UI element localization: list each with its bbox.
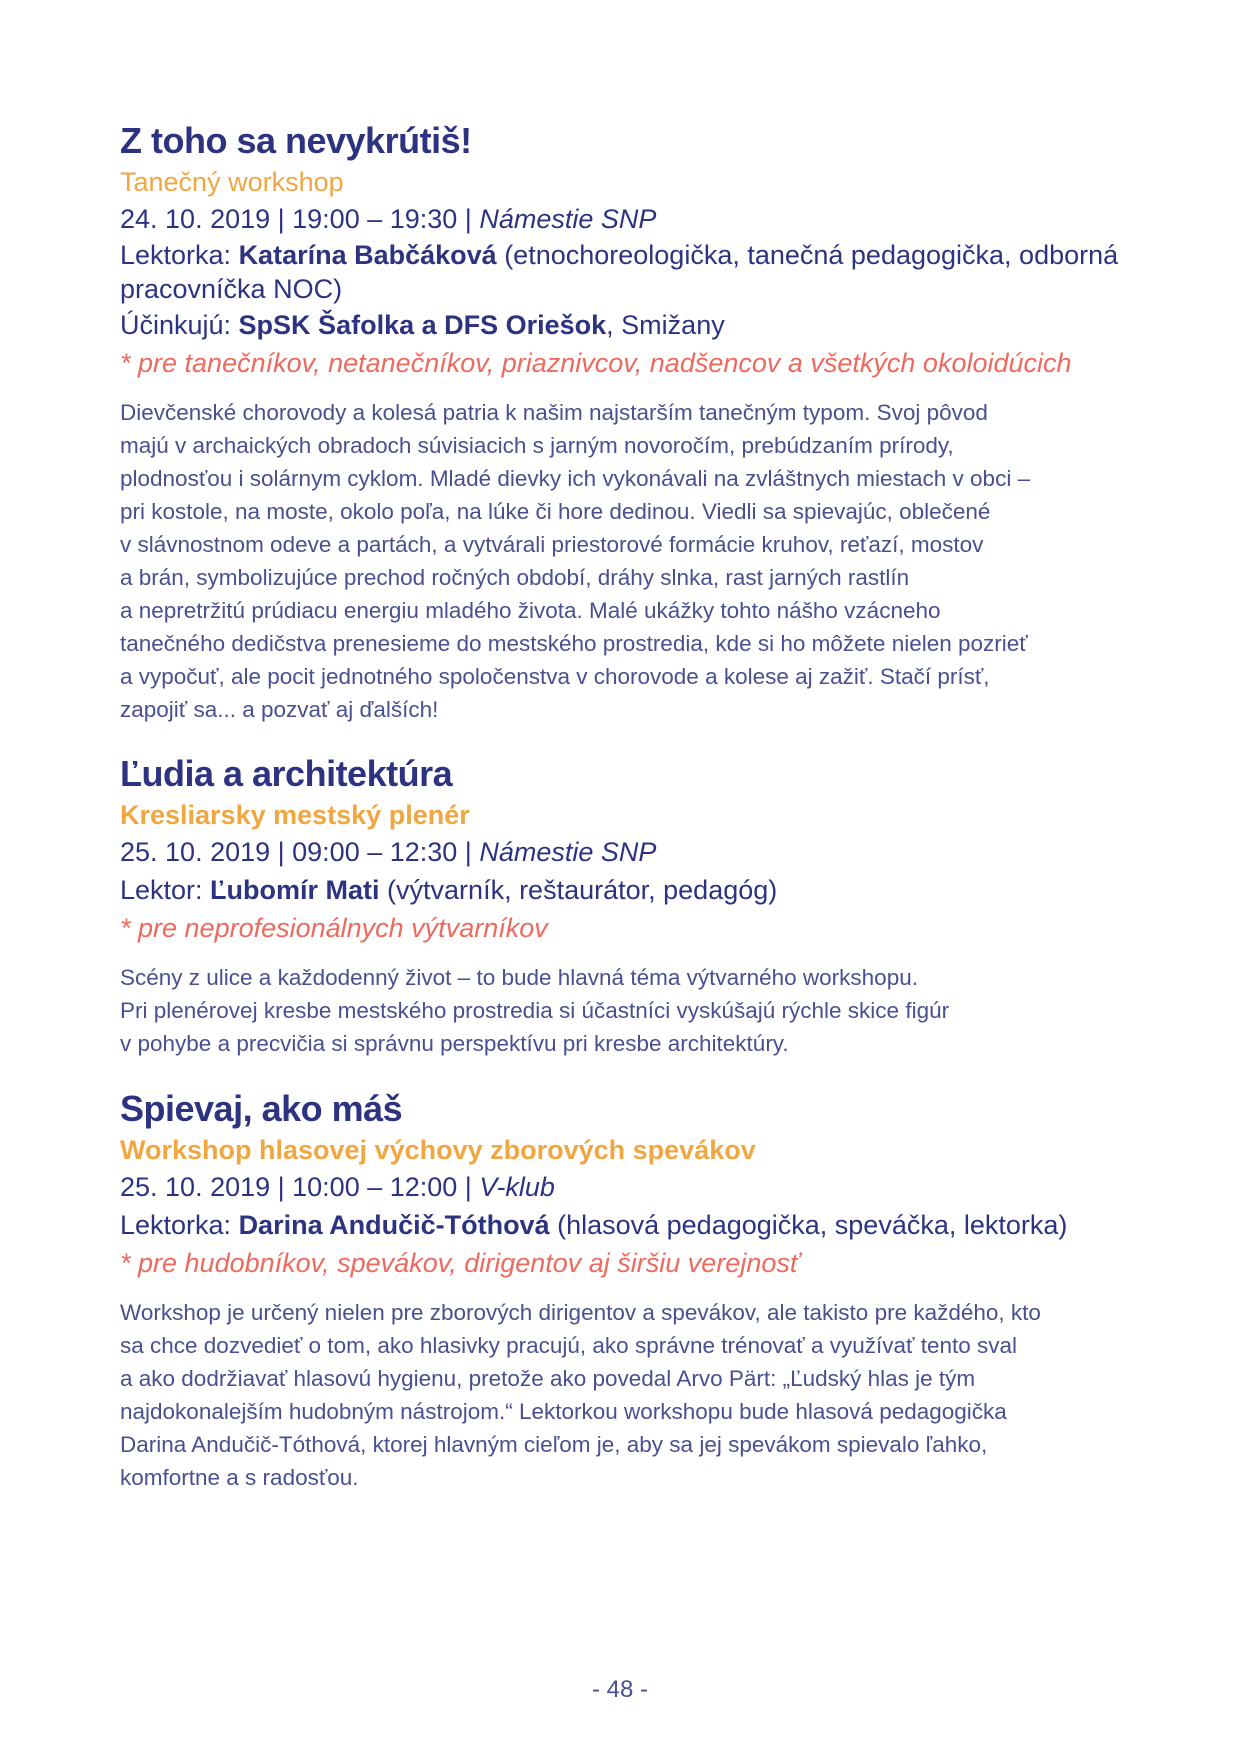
event-lecturer-line [120,871,1130,909]
lecturer-label: Lektorka: [120,1210,239,1240]
description-line: komfortne a s radosťou. [120,1465,359,1490]
lecturer-name: Ľubomír Mati [210,875,380,905]
description-line: Dievčenské chorovody a kolesá patria k našim najstarším tanečným typom. Svoj pôvod [120,400,988,425]
event-date: 25. 10. 2019 | 09:00 – 12:30 | [120,837,480,867]
event-subtitle: Workshop hlasovej výchovy zborových spevákov [120,1135,756,1165]
event-section-1 [120,118,1130,726]
description-line: a brán, symbolizujúce prechod ročných období, dráhy slnka, rast jarných rastlín [120,565,910,590]
description-line: a nepretržitú prúdiacu energiu mladého života. Malé ukážky tohto nášho vzácneho [120,598,941,623]
description-line: Scény z ulice a každodenný život – to bude hlavná téma výtvarného workshopu. [120,965,918,990]
event-description [120,961,1130,1060]
event-lecturer-line [120,1206,1130,1244]
event-subtitle: Tanečný workshop [120,167,344,197]
event-date: 25. 10. 2019 | 10:00 – 12:00 | [120,1172,480,1202]
description-line: majú v archaických obradoch súvisiacich s jarným novoročím, prebúdzaním prírody, [120,433,954,458]
description-line: tanečného dedičstva prenesieme do mestského prostredia, kde si ho môžete nielen pozrieť [120,631,1028,656]
event-place: V-klub [479,1172,555,1202]
description-line: Darina Andučič-Tóthová, ktorej hlavným cieľom je, aby sa jej spevákom spievalo ľahko, [120,1432,988,1457]
event-title: Z toho sa nevykrútiš! [120,120,472,161]
lecturer-name: Katarína Babčáková [238,240,497,270]
event-lecturer-line [120,238,1130,306]
description-line: Pri plenérovej kresbe mestského prostredia si účastníci vyskúšajú rýchle skice figúr [120,998,950,1023]
event-section-3 [120,1086,1130,1494]
description-line: zapojiť sa... a pozvať aj ďalších! [120,697,439,722]
description-line: najdokonalejším hudobným nástrojom.“ Lektorkou workshopu bude hlasová pedagogička [120,1399,1007,1424]
event-title: Spievaj, ako máš [120,1088,403,1129]
description-line: sa chce dozvedieť o tom, ako hlasivky pracujú, ako správne trénovať a využívať tento sval [120,1333,1018,1358]
event-date-line [120,200,1130,238]
document-page [120,118,1130,1494]
performers-place: , Smižany [606,310,725,340]
event-audience-note: * pre hudobníkov, spevákov, dirigentov aj širšiu verejnosť [120,1248,800,1278]
lecturer-name: Darina Andučič-Tóthová [238,1210,550,1240]
description-line: v pohybe a precvičia si správnu perspektívu pri kresbe architektúry. [120,1031,789,1056]
event-date-line [120,833,1130,871]
description-line: Workshop je určený nielen pre zborových dirigentov a spevákov, ale takisto pre každého, kto [120,1300,1041,1325]
event-performers-line [120,306,1130,344]
lecturer-label: Lektorka: [120,240,239,270]
lecturer-description: (hlasová pedagogička, speváčka, lektorka) [549,1210,1068,1240]
event-audience-note: * pre neprofesionálnych výtvarníkov [120,913,548,943]
description-line: pri kostole, na moste, okolo poľa, na lúke či hore dedinou. Viedli sa spievajúc, oblečené [120,499,991,524]
lecturer-description: (výtvarník, reštaurátor, pedagóg) [379,875,778,905]
event-place: Námestie SNP [479,837,657,867]
description-line: a vypočuť, ale pocit jednotného spoločenstva v chorovode a kolese aj zažiť. Stačí prísť, [120,664,990,689]
description-line: v slávnostnom odeve a partách, a vytvárali priestorové formácie kruhov, reťazí, mostov [120,532,984,557]
event-description [120,396,1130,726]
lecturer-label: Lektor: [120,875,211,905]
event-date-line [120,1168,1130,1206]
performers-label: Účinkujú: [120,310,239,340]
event-audience-note: * pre tanečníkov, netanečníkov, priaznivcov, nadšencov a všetkých okoloidúcich [120,348,1072,378]
page-number: - 48 - [591,1676,648,1703]
performers-name: SpSK Šafolka a DFS Oriešok [238,310,607,340]
lecturer-description: (etnochoreologička, tanečná pedagogička, odborná pracovníčka NOC) [120,240,1119,304]
event-section-2 [120,751,1130,1060]
event-title: Ľudia a architektúra [120,753,453,794]
event-place: Námestie SNP [479,204,657,234]
event-date: 24. 10. 2019 | 19:00 – 19:30 | [120,204,480,234]
event-description [120,1296,1130,1494]
description-line: a ako dodržiavať hlasovú hygienu, pretože ako povedal Arvo Pärt: „Ľudský hlas je tým [120,1366,976,1391]
description-line: plodnosťou i solárnym cyklom. Mladé dievky ich vykonávali na zvláštnych miestach v obci – [120,466,1031,491]
event-subtitle: Kresliarsky mestský plenér [120,800,470,830]
